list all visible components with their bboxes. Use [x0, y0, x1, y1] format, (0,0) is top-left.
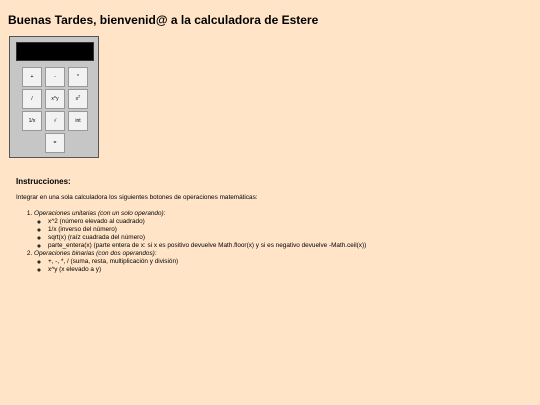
- calculator-display[interactable]: [16, 42, 94, 61]
- instructions-heading: Instrucciones:: [16, 177, 71, 186]
- sqrt-button[interactable]: √: [45, 111, 65, 131]
- binary-items: [34, 258, 526, 274]
- list-item: ◦ 1/x (inverso del número): [48, 226, 526, 234]
- square-base: x: [75, 96, 79, 102]
- minus-button[interactable]: -: [45, 67, 65, 87]
- multiply-button[interactable]: *: [68, 67, 88, 87]
- plus-button[interactable]: +: [22, 67, 42, 87]
- instructions-intro: Integrar en una sola calculadora los siguientes botones de operaciones matemáticas:: [16, 194, 258, 201]
- page-title: Buenas Tardes, bienvenid@ a la calculadora de Estere: [8, 13, 319, 27]
- inverse-button[interactable]: 1/x: [22, 111, 42, 131]
- list-item: ◦ +, -, *, / (suma, resta, multiplicación y división): [48, 258, 526, 266]
- power-button[interactable]: x^y: [45, 89, 65, 109]
- instructions: [16, 178, 526, 274]
- unary-operations: [34, 210, 526, 250]
- binary-operations: [34, 250, 526, 274]
- unary-items: [34, 218, 526, 250]
- calculator: [9, 36, 99, 158]
- square-exponent: 2: [78, 93, 81, 99]
- equals-button[interactable]: =: [45, 133, 65, 153]
- list-item: ◦ parte_entera(x) (parte entera de x: si x es positivo devuelve Math.floor(x) y si es negativo devuelve -Math.ceil(x)): [48, 242, 526, 250]
- binary-operations-title: Operaciones binarias (con dos operandos):: [34, 250, 157, 257]
- unary-operations-title: Operaciones unitarias (con un solo operando):: [34, 210, 166, 217]
- operations-list: [16, 210, 526, 274]
- list-item: ◦ sqrt(x) (raíz cuadrada del número): [48, 234, 526, 242]
- divide-button[interactable]: /: [22, 89, 42, 109]
- square-button[interactable]: [68, 89, 88, 109]
- list-item: ◦ x^2 (número elevado al cuadrado): [48, 218, 526, 226]
- list-item: ◦ x^y (x elevado a y): [48, 266, 526, 274]
- int-button[interactable]: int: [68, 111, 88, 131]
